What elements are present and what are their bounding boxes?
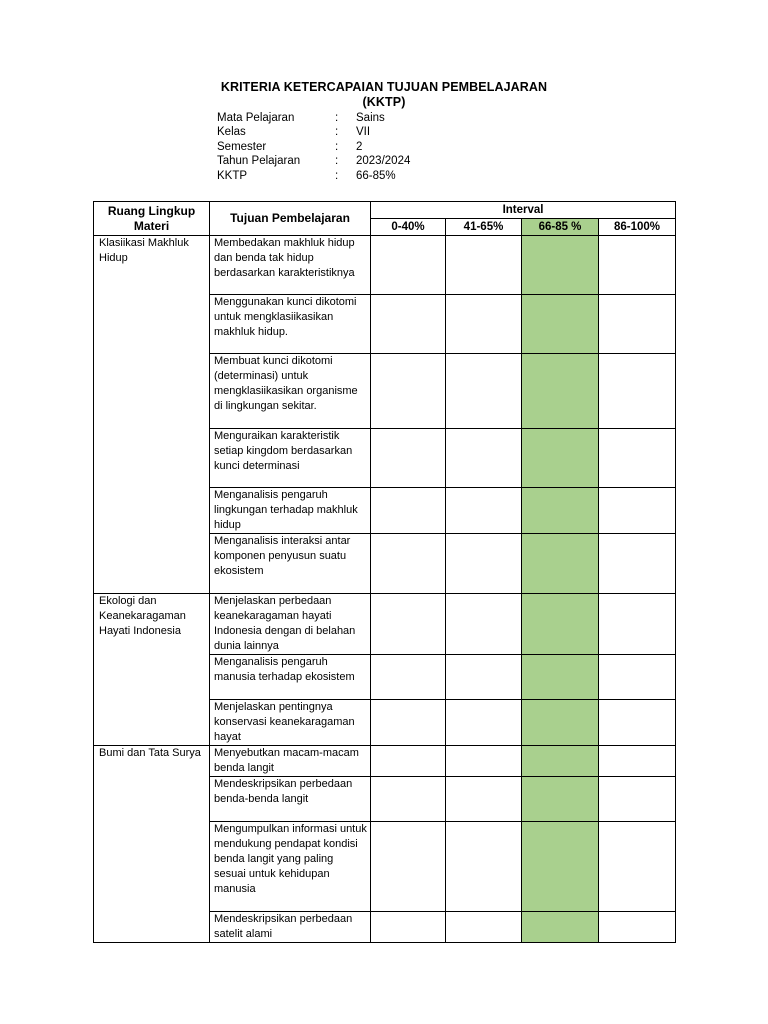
tujuan-cell: Menganalisis pengaruh lingkungan terhadap makhluk hidup <box>210 488 371 534</box>
score-cell[interactable] <box>599 354 676 429</box>
score-cell[interactable] <box>371 295 446 354</box>
score-cell[interactable] <box>371 822 446 912</box>
score-cell[interactable] <box>371 594 446 655</box>
tujuan-cell: Mendeskripsikan perbedaan satelit alami <box>210 912 371 943</box>
header-materi: Ruang Lingkup Materi <box>94 202 210 236</box>
score-cell-target[interactable] <box>522 746 599 777</box>
header-tujuan: Tujuan Pembelajaran <box>210 202 371 236</box>
score-cell-target[interactable] <box>522 429 599 488</box>
tujuan-cell: Membedakan makhluk hidup dan benda tak hidup berdasarkan karakteristiknya <box>210 236 371 295</box>
score-cell[interactable] <box>371 777 446 822</box>
score-cell-target[interactable] <box>522 700 599 746</box>
score-cell[interactable] <box>446 354 522 429</box>
score-cell[interactable] <box>371 429 446 488</box>
score-cell[interactable] <box>446 655 522 700</box>
table-row <box>94 594 676 655</box>
table-row <box>94 236 676 295</box>
info-colon: : <box>335 169 339 182</box>
header-interval-1: 0-40% <box>371 219 446 236</box>
score-cell[interactable] <box>599 429 676 488</box>
info-label: KKTP <box>217 169 248 182</box>
tujuan-cell: Mengumpulkan informasi untuk mendukung pendapat kondisi benda langit yang paling sesuai untuk kehidupan manusia <box>210 822 371 912</box>
info-label: Semester <box>217 140 267 153</box>
tujuan-cell: Menggunakan kunci dikotomi untuk mengklasiikasikan makhluk hidup. <box>210 295 371 354</box>
tujuan-cell: Menjelaskan pentingnya konservasi keanekaragaman hayat <box>210 700 371 746</box>
score-cell[interactable] <box>599 655 676 700</box>
info-label: Tahun Pelajaran <box>217 155 301 168</box>
info-colon: : <box>335 126 339 139</box>
score-cell[interactable] <box>599 534 676 594</box>
score-cell-target[interactable] <box>522 912 599 943</box>
score-cell[interactable] <box>446 295 522 354</box>
score-cell[interactable] <box>371 655 446 700</box>
document-title-abbrev: (KKTP) <box>362 95 406 109</box>
header-interval-2: 41-65% <box>446 219 522 236</box>
info-colon: : <box>335 112 339 124</box>
score-cell[interactable] <box>371 534 446 594</box>
score-cell-target[interactable] <box>522 534 599 594</box>
score-cell[interactable] <box>599 236 676 295</box>
score-cell-target[interactable] <box>522 236 599 295</box>
score-cell-target[interactable] <box>522 777 599 822</box>
score-cell[interactable] <box>599 822 676 912</box>
info-value: VII <box>356 126 371 139</box>
score-cell-target[interactable] <box>522 295 599 354</box>
document-title: KRITERIA KETERCAPAIAN TUJUAN PEMBELAJARAN <box>220 80 548 94</box>
score-cell[interactable] <box>446 777 522 822</box>
info-value: Sains <box>356 112 385 124</box>
tujuan-cell: Menganalisis pengaruh manusia terhadap ekosistem <box>210 655 371 700</box>
info-colon: : <box>335 155 339 168</box>
score-cell[interactable] <box>371 700 446 746</box>
header-interval-3: 66-85 % <box>522 219 599 236</box>
score-cell[interactable] <box>446 822 522 912</box>
tujuan-cell: Mendeskripsikan perbedaan benda-benda langit <box>210 777 371 822</box>
info-label: Mata Pelajaran <box>217 112 295 124</box>
tujuan-cell: Menguraikan karakteristik setiap kingdom berdasarkan kunci determinasi <box>210 429 371 488</box>
score-cell[interactable] <box>446 236 522 295</box>
score-cell[interactable] <box>446 746 522 777</box>
tujuan-cell: Menjelaskan perbedaan keanekaragaman hayati Indonesia dengan di belahan dunia lainnya <box>210 594 371 655</box>
score-cell[interactable] <box>599 594 676 655</box>
info-value: 2023/2024 <box>356 155 411 168</box>
info-label: Kelas <box>217 126 246 139</box>
materi-cell: Ekologi dan Keanekaragaman Hayati Indonesia <box>94 594 210 746</box>
header-interval-4: 86-100% <box>599 219 676 236</box>
materi-cell: Bumi dan Tata Surya <box>94 746 210 943</box>
score-cell[interactable] <box>371 354 446 429</box>
info-value: 2 <box>356 140 363 153</box>
score-cell-target[interactable] <box>522 354 599 429</box>
score-cell-target[interactable] <box>522 655 599 700</box>
score-cell[interactable] <box>446 488 522 534</box>
score-cell[interactable] <box>599 295 676 354</box>
score-cell[interactable] <box>371 236 446 295</box>
score-cell[interactable] <box>599 746 676 777</box>
tujuan-cell: Membuat kunci dikotomi (determinasi) untuk mengklasiikasikan organisme di lingkungan sekitar. <box>210 354 371 429</box>
score-cell[interactable] <box>599 912 676 943</box>
score-cell[interactable] <box>446 912 522 943</box>
score-cell[interactable] <box>371 912 446 943</box>
info-colon: : <box>335 140 339 153</box>
score-cell-target[interactable] <box>522 488 599 534</box>
score-cell[interactable] <box>599 488 676 534</box>
materi-cell: Klasiikasi Makhluk Hidup <box>94 236 210 594</box>
score-cell-target[interactable] <box>522 822 599 912</box>
header-interval: Interval <box>371 202 676 219</box>
info-value: 66-85% <box>356 169 396 182</box>
score-cell[interactable] <box>446 534 522 594</box>
tujuan-cell: Menyebutkan macam-macam benda langit <box>210 746 371 777</box>
score-cell[interactable] <box>599 777 676 822</box>
tujuan-cell: Menganalisis interaksi antar komponen penyusun suatu ekosistem <box>210 534 371 594</box>
score-cell[interactable] <box>446 700 522 746</box>
kktp-table <box>93 201 676 943</box>
score-cell[interactable] <box>446 429 522 488</box>
score-cell[interactable] <box>446 594 522 655</box>
score-cell[interactable] <box>371 488 446 534</box>
score-cell[interactable] <box>599 700 676 746</box>
score-cell[interactable] <box>371 746 446 777</box>
score-cell-target[interactable] <box>522 594 599 655</box>
table-row <box>94 746 676 777</box>
